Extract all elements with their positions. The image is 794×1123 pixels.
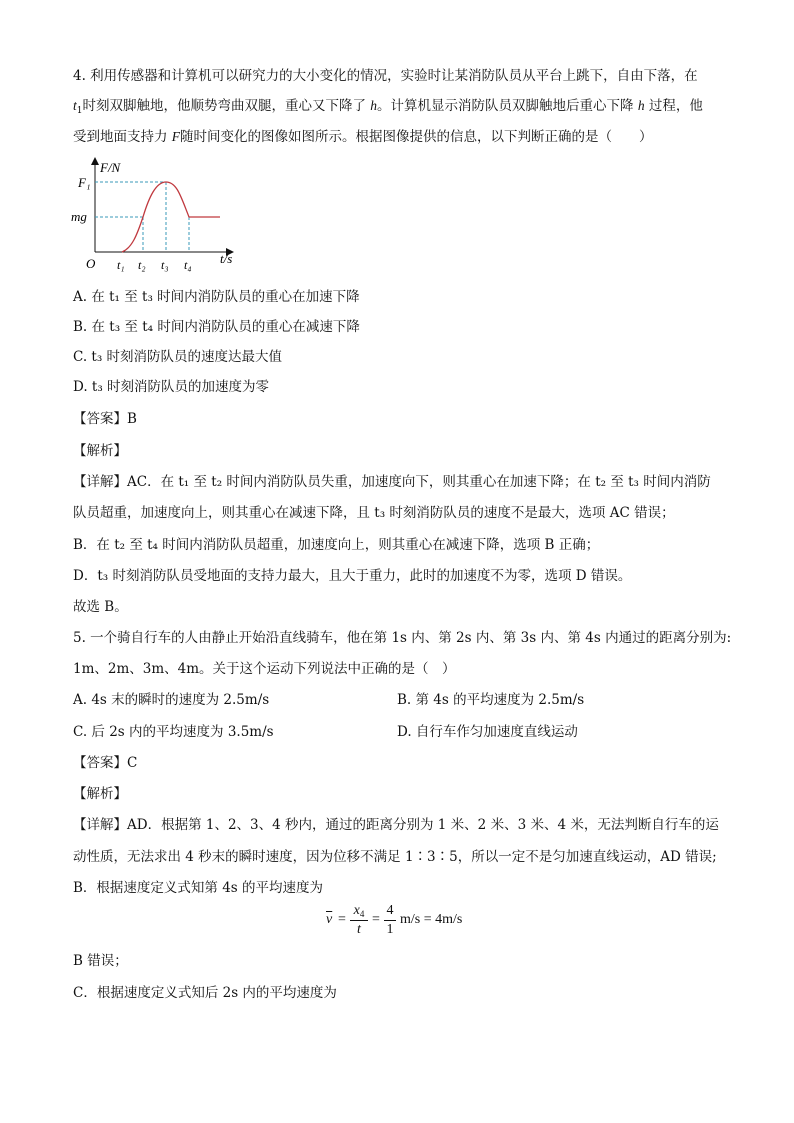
q5-b-wrong: B 错误； xyxy=(73,953,128,969)
q5-detail-3: B．根据速度定义式知第 4s 的平均速度为 xyxy=(73,880,324,896)
t1-symbol: t xyxy=(73,98,77,113)
q5-option-a: A. 4s 末的瞬时的速度为 2.5m/s xyxy=(73,692,270,708)
q4-detail-3: B．在 t₂ 至 t₄ 时间内消防队员超重，加速度向上，则其重心在减速下降，选项 B 正确； xyxy=(73,537,600,553)
q5-option-c: C. 后 2s 内的平均速度为 3.5m/s xyxy=(73,724,274,740)
force-time-graph xyxy=(70,155,250,275)
y-axis-label: F/N xyxy=(100,160,121,175)
f1-tick-label: F₁ xyxy=(78,175,91,190)
t1-tick-label: t₁ xyxy=(117,258,125,272)
q4-detail-2: 队员超重，加速度向上，则其重心在减速下降，且 t₃ 时刻消防队员的速度不是最大，选项 AC 错误； xyxy=(73,505,675,521)
origin-label: O xyxy=(86,256,96,271)
q4-stem-line-3: 受到地面支持力 F随时间变化的图像如图所示。根据图像提供的信息，以下判断正确的是（ ） xyxy=(73,129,653,145)
q4-stem-line-1: 4. 利用传感器和计算机可以研究力的大小变化的情况，实验时让某消防队员从平台上跳下，自由下落，在 xyxy=(73,68,698,84)
v-bar-symbol: $\overline{v}$ xyxy=(326,912,333,927)
t4-tick-label: t₄ xyxy=(184,258,192,272)
q4-option-c: C. t₃ 时刻消防队员的速度达最大值 xyxy=(73,349,283,365)
q5-detail-4: C．根据速度定义式知后 2s 内的平均速度为 xyxy=(73,985,337,1001)
x4-over-t-fraction: $x_4$ t xyxy=(350,902,368,939)
mg-tick-label: mg xyxy=(71,209,87,224)
equals-sign-1: = xyxy=(338,912,346,927)
q4-answer: 【答案】B xyxy=(73,411,137,427)
four-over-one-fraction: 4 1 xyxy=(384,902,396,939)
t2-tick-label: t₂ xyxy=(138,258,146,272)
q4-detail-1: 【详解】AC．在 t₁ 至 t₂ 时间内消防队员失重，加速度向下，则其重心在加速下降；在 t₂ 至 t₃ 时间内消防 xyxy=(73,474,711,490)
q5-detail-1: 【详解】AD．根据第 1、2、3、4 秒内，通过的距离分别为 1 米、2 米、3 米、4 米，无法判断自行车的运 xyxy=(73,817,719,833)
average-velocity-formula xyxy=(326,900,476,948)
q5-stem-line-2: 1m、2m、3m、4m。关于这个运动下列说法中正确的是（ ） xyxy=(73,661,456,677)
q5-stem-line-1: 5. 一个骑自行车的人由静止开始沿直线骑车，他在第 1s 内、第 2s 内、第 3s 内、第 4s 内通过的距离分别为: xyxy=(73,630,732,646)
q5-detail-2: 动性质，无法求出 4 秒末的瞬时速度，因为位移不满足 1∶3∶5，所以一定不是匀加速直线运动，AD 错误; xyxy=(73,849,717,865)
q4-option-a: A. 在 t₁ 至 t₃ 时间内消防队员的重心在加速下降 xyxy=(73,289,360,305)
q4-analysis-label: 【解析】 xyxy=(73,443,127,459)
q4-detail-4: D．t₃ 时刻消防队员受地面的支持力最大，且大于重力，此时的加速度不为零，选项 D 错误。 xyxy=(73,568,632,584)
q5-analysis-label: 【解析】 xyxy=(73,786,127,802)
q4-conclusion: 故选 B。 xyxy=(73,599,128,615)
equals-sign-2: = xyxy=(372,912,380,927)
q5-option-d: D. 自行车作匀加速度直线运动 xyxy=(397,724,578,740)
t3-tick-label: t₃ xyxy=(161,258,169,272)
formula-result: m/s = 4m/s xyxy=(400,912,463,927)
q4-stem-line-2: $t_1$时刻双脚触地，他顺势弯曲双腿，重心又下降了 h。计算机显示消防队员双脚触地后重心下降 h 过程，他 xyxy=(73,98,703,116)
q5-answer: 【答案】C xyxy=(73,755,138,771)
q4-option-b: B. 在 t₃ 至 t₄ 时间内消防队员的重心在减速下降 xyxy=(73,319,360,335)
q5-option-b: B. 第 4s 的平均速度为 2.5m/s xyxy=(397,692,585,708)
q4-option-d: D. t₃ 时刻消防队员的加速度为零 xyxy=(73,379,270,395)
x-axis-label: t/s xyxy=(220,251,233,266)
